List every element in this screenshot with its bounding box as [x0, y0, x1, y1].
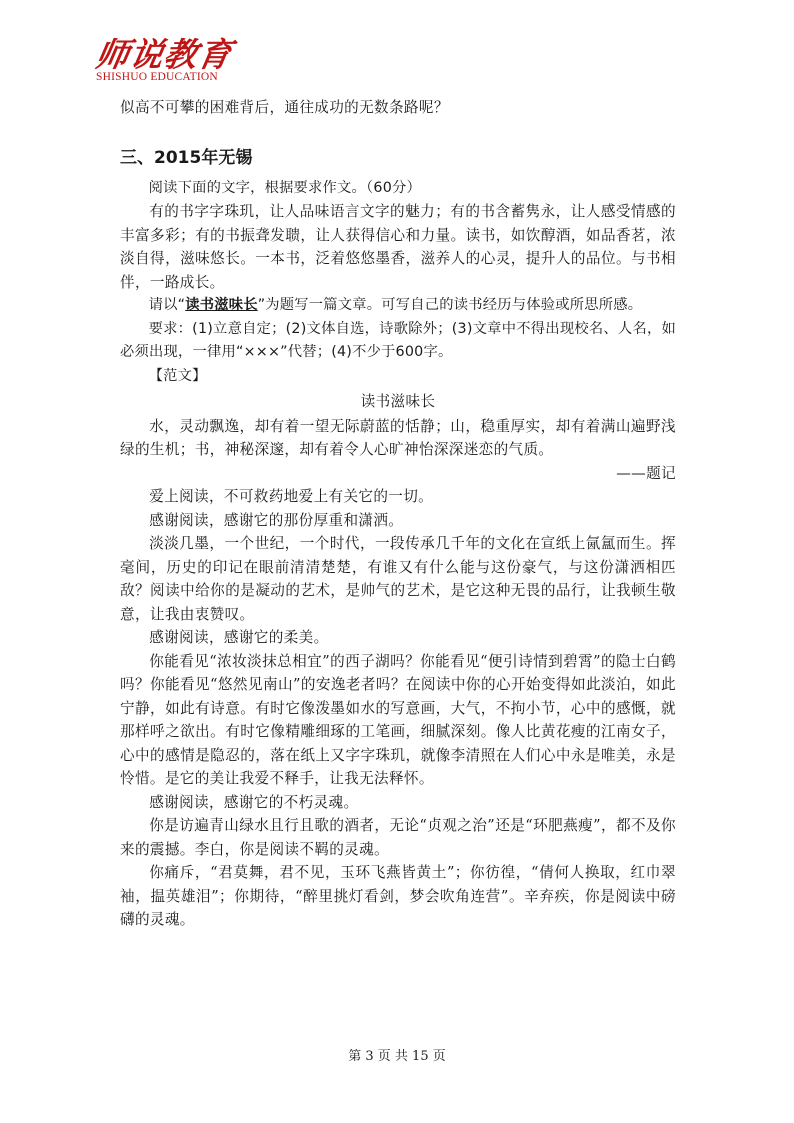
- prompt-text: [120, 294, 676, 318]
- essay-epigraph: 水，灵动飘逸，却有着一望无际蔚蓝的恬静；山，稳重厚实，却有着满山遍野浅绿的生机；书，神秘深邃，却有着令人心旷神怡深深迷恋的气质。: [120, 417, 676, 458]
- page-content: [120, 96, 676, 932]
- essay-paragraph: 感谢阅读，感谢它的不朽灵魂。: [149, 793, 359, 811]
- material-text: 有的书字字珠玑，让人品味语言文字的魅力；有的书含蓄隽永，让人感受情感的丰富多彩；有的书振聋发聩，让人获得信心和力量。读书，如饮醇酒，如品香茗，浓淡自得，滋味悠长。一本书，泛着悠悠墨香，滋养人的心灵，提升人的品位。与书相伴，一路成长。: [120, 203, 676, 291]
- essay-paragraph: 感谢阅读，感谢它的那份厚重和潇洒。: [149, 511, 404, 529]
- essay-paragraph: 你能看见“浓妆淡抹总相宜”的西子湖吗？你能看见“便引诗情到碧霄”的隐士白鹤吗？你能看见“悠然见南山”的安逸老者吗？在阅读中你的心开始变得如此淡泊，如此宁静，如此有诗意。有时它像泼墨如水的写意画，大气，不拘小节，心中的感慨，就那样呼之欲出。有时它像精雕细琢的工笔画，细腻深刻。像人比黄花瘦的江南女子，心中的感情是隐忍的，落在纸上又字字珠玑，就像李清照在人们心中永是唯美，永是怜惜。是它的美让我爱不释手，让我无法释怀。: [120, 652, 676, 787]
- requirements-text: 要求：(1)立意自定；(2)文体自选，诗歌除外；(3)文章中不得出现校名、人名，如必须出现，一律用“×××”代替；(4)不少于600字。: [120, 320, 676, 360]
- logo: [92, 35, 236, 86]
- instruction-text: 阅读下面的文字，根据要求作文。（60分）: [148, 179, 421, 196]
- prompt-before: 请以“: [148, 297, 186, 313]
- prompt-title: 读书滋味长: [185, 297, 258, 313]
- carry-over-text: 似高不可攀的困难背后，通往成功的无数条路呢？: [120, 99, 449, 116]
- essay-paragraph: 爱上阅读，不可救药地爱上有关它的一切。: [149, 488, 434, 505]
- essay-paragraph: 你痛斥，“君莫舞，君不见，玉环飞燕皆黄土”；你彷徨，“倩何人换取，红巾翠袖，揾英雄泪”；你期待，“醉里挑灯看剑，梦会吹角连营”。辛弃疾，你是阅读中磅礴的灵魂。: [120, 864, 676, 928]
- section-heading: 三、2015年无锡: [120, 147, 253, 168]
- logo-chinese: 师说教育: [92, 35, 236, 74]
- fanwen-label: 【范文】: [148, 367, 207, 384]
- essay-title: 读书滋味长: [360, 393, 436, 410]
- essay-paragraph: 淡淡几墨，一个世纪，一个时代，一段传承几千年的文化在宣纸上氤氲而生。挥毫间，历史的印记在眼前清清楚楚，有谁又有什么能与这份豪气，与这份潇洒相匹敌？阅读中给你的是凝动的艺术，是帅气的艺术，是它这种无畏的品行，让我顿生敬意，让我由衷赞叹。: [120, 535, 676, 623]
- page-footer: 第 3 页 共 15 页: [348, 1049, 446, 1064]
- essay-paragraph: 你是访遍青山绿水且行且歌的酒者，无论“贞观之治”还是“环肥燕瘦”，都不及你来的震撼。李白，你是阅读不羁的灵魂。: [120, 817, 676, 858]
- logo-english: SHISHUO EDUCATION: [96, 71, 218, 83]
- prompt-after: ”为题写一篇文章。可写自己的读书经历与体验或所思所感。: [257, 297, 643, 313]
- essay-paragraph: 感谢阅读，感谢它的柔美。: [149, 629, 329, 646]
- epigraph-sign: ——题记: [616, 464, 676, 482]
